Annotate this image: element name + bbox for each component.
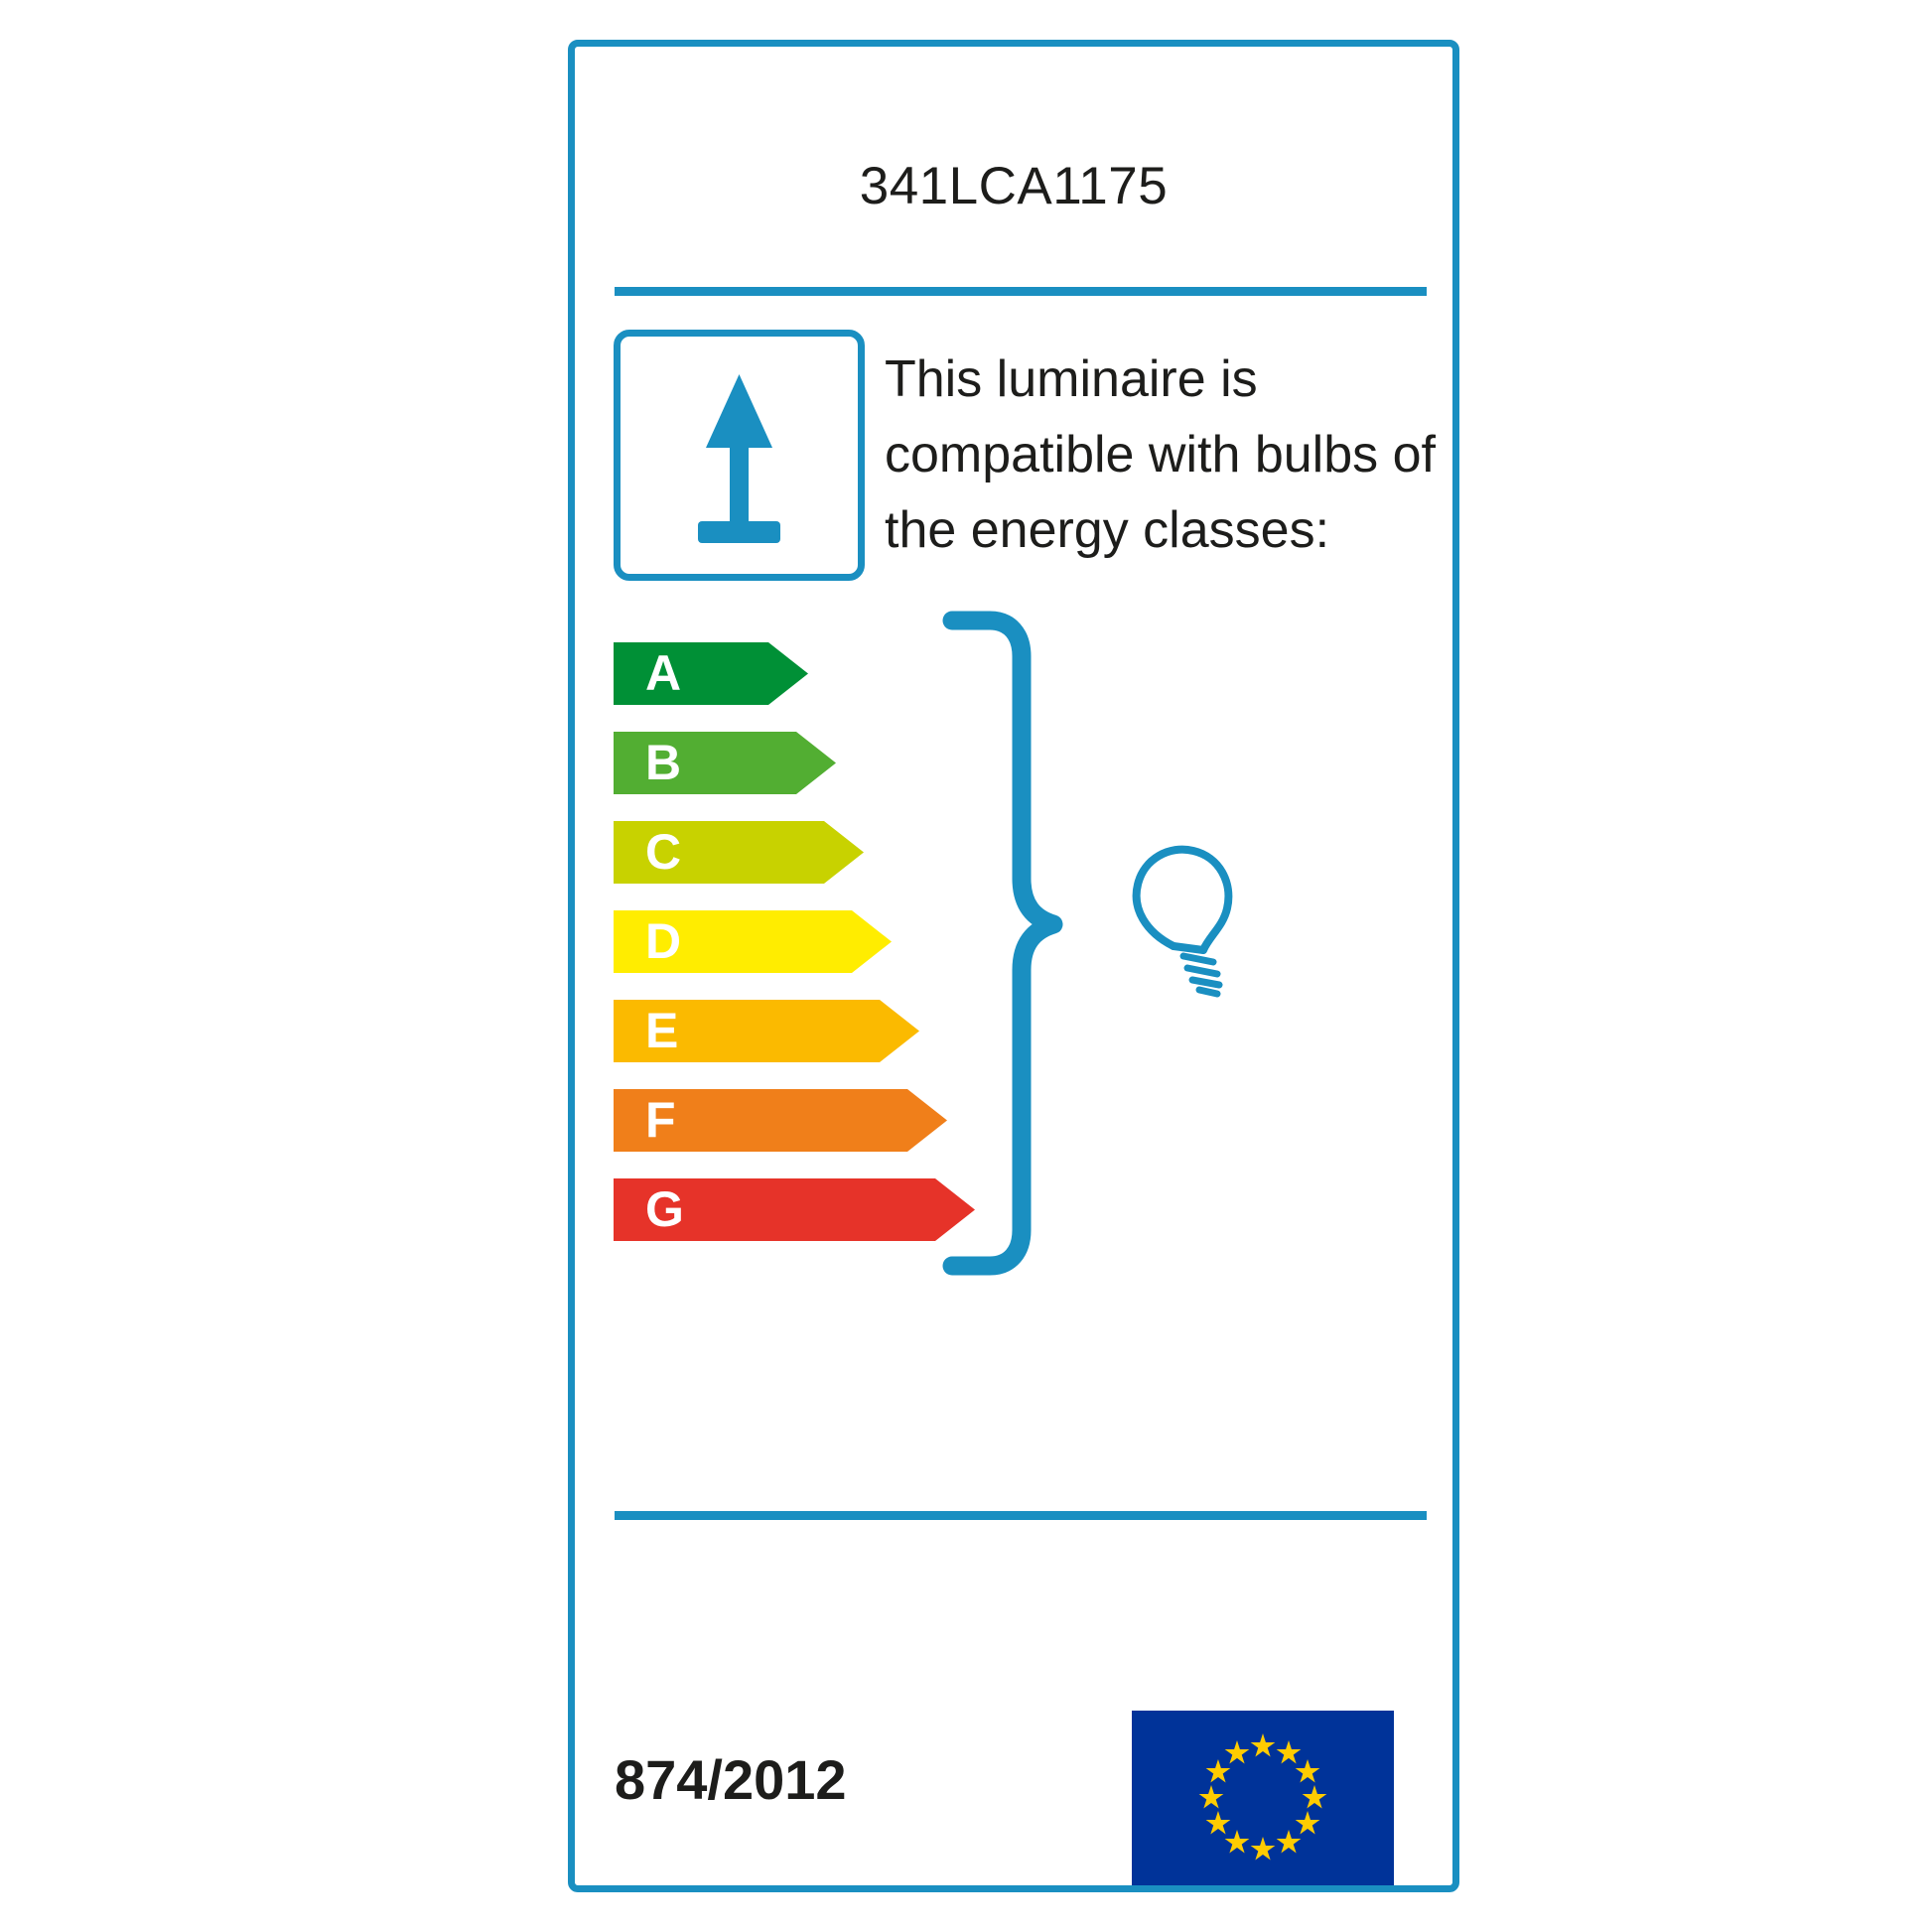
energy-class-letter: A <box>645 645 682 701</box>
regulation-number: 874/2012 <box>615 1748 847 1811</box>
energy-class-letter: E <box>645 1003 679 1058</box>
energy-class-letter: B <box>645 735 682 790</box>
energy-label-card <box>568 40 1459 1892</box>
eu-flag-svg <box>1132 1711 1394 1885</box>
energy-class-letter: F <box>645 1092 676 1148</box>
divider-top <box>615 287 1427 296</box>
light-bulb-icon <box>1116 839 1265 1008</box>
energy-class-letter: C <box>645 824 682 880</box>
energy-class-arrow-a <box>614 642 808 705</box>
eu-flag-icon <box>1132 1711 1394 1885</box>
energy-class-letter: D <box>645 913 682 969</box>
divider-bottom <box>615 1511 1427 1520</box>
brace-and-bulb-group <box>942 611 1270 1286</box>
energy-class-letter: G <box>645 1181 684 1237</box>
model-code: 341LCA1175 <box>859 157 1169 215</box>
luminaire-icon-box <box>614 330 865 581</box>
table-lamp-icon <box>621 337 858 574</box>
compatibility-text: This luminaire is compatible with bulbs of the energy classes: <box>885 350 1436 559</box>
